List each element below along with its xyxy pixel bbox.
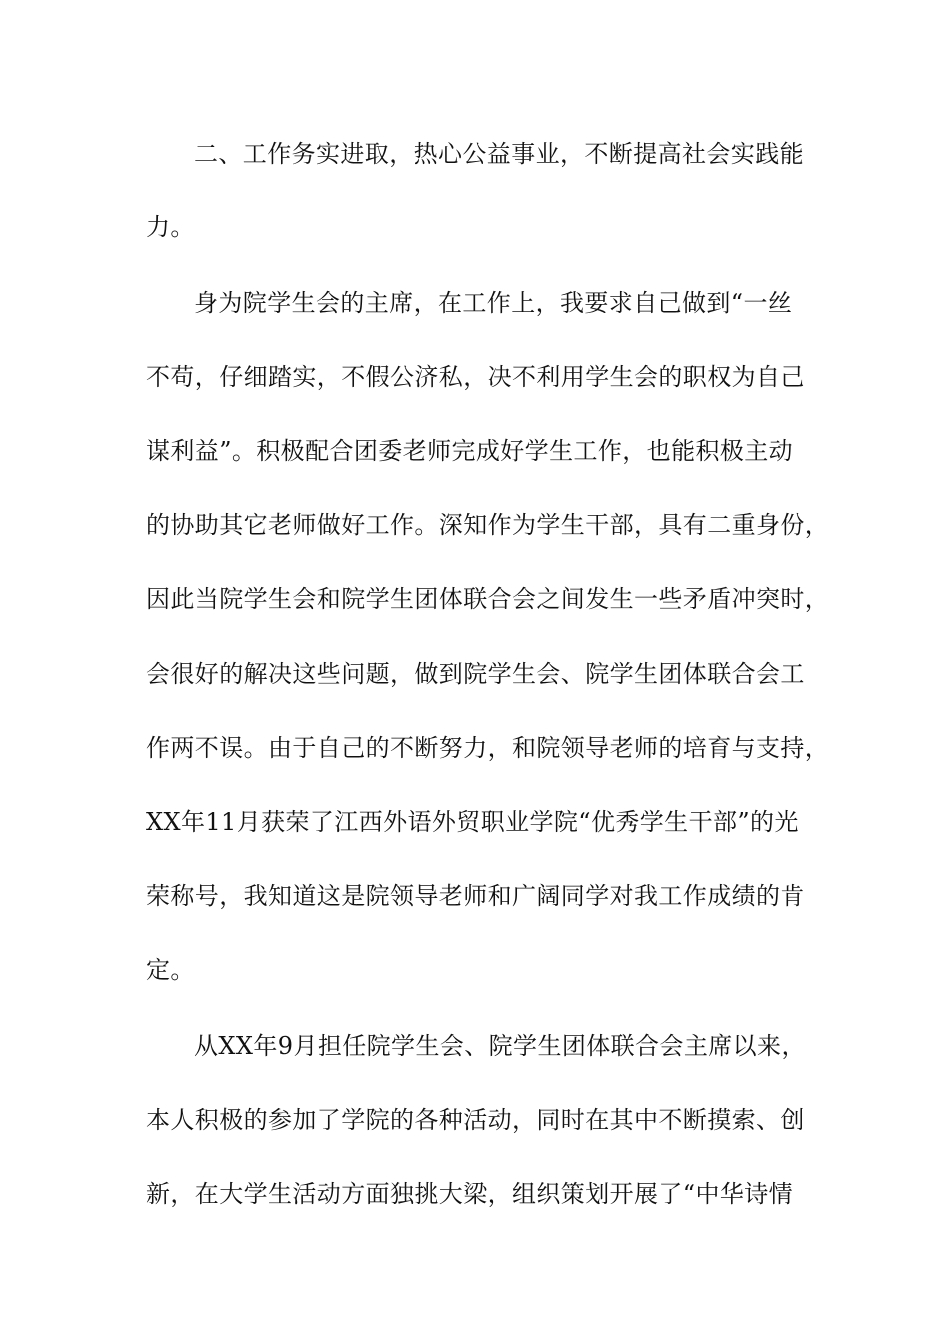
paragraph-line: 定。 [146,956,195,984]
paragraph-line: 从XX年9月担任院学生会、院学生团体联合会主席以来， [194,1032,806,1060]
paragraph-line: 作两不误。由于自己的不断努力，和院领导老师的培育与支持， [146,734,830,762]
paragraph-heading-line-2: 力。 [146,213,195,241]
paragraph-line: 本人积极的参加了学院的各种活动，同时在其中不断摸索、创 [146,1106,805,1134]
paragraph-line: 因此当院学生会和院学生团体联合会之间发生一些矛盾冲突时， [146,585,830,613]
paragraph-line: 身为院学生会的主席，在工作上，我要求自己做到“一丝 [194,289,793,317]
paragraph-heading-line-1: 二、工作务实进取，热心公益事业，不断提高社会实践能 [194,140,804,168]
paragraph-line: 会很好的解决这些问题，做到院学生会、院学生团体联合会工 [146,660,805,688]
paragraph-line: 不苟，仔细踏实，不假公济私，决不利用学生会的职权为自己 [146,363,805,391]
paragraph-line: XX年11月获荣了江西外语外贸职业学院“优秀学生干部”的光 [146,808,799,836]
paragraph-line: 谋利益”。积极配合团委老师完成好学生工作，也能积极主动 [146,437,794,465]
paragraph-line: 新，在大学生活动方面独挑大梁，组织策划开展了“中华诗情 [146,1180,794,1208]
paragraph-line: 的协助其它老师做好工作。深知作为学生干部，具有二重身份， [146,511,830,539]
paragraph-line: 荣称号，我知道这是院领导老师和广阔同学对我工作成绩的肯 [146,882,805,910]
